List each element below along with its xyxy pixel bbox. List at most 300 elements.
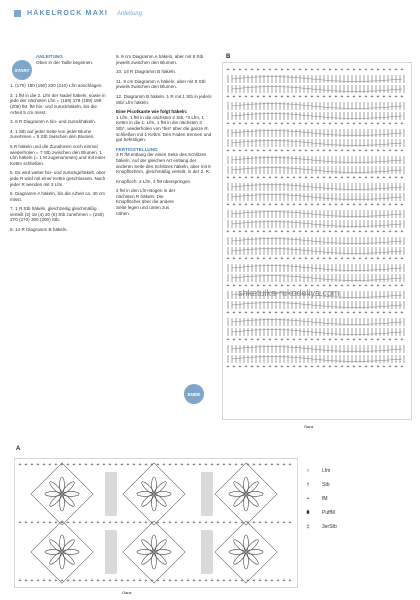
fm-mark: + <box>346 175 350 181</box>
fm-mark: + <box>388 310 392 316</box>
fm-mark: + <box>222 578 226 584</box>
fm-mark: + <box>286 202 290 208</box>
puff-stitch-mark <box>155 492 171 497</box>
fm-mark: + <box>316 310 320 316</box>
fm-mark: + <box>292 175 296 181</box>
fm-mark: + <box>244 202 248 208</box>
fm-mark: + <box>322 256 326 262</box>
fm-mark: + <box>382 310 386 316</box>
fm-mark: + <box>382 337 386 343</box>
fm-mark: + <box>286 229 290 235</box>
fm-mark: + <box>252 578 256 584</box>
fm-mark: + <box>382 148 386 154</box>
fm-mark: + <box>334 256 338 262</box>
chain-arc <box>232 195 402 200</box>
step-8: 8. 14 R Diagramm B häkeln. <box>10 227 68 233</box>
step-4: 4. 1 Stb auf jeder Seite von jeder Blume zunehmen = 5 Stb zwischen den Blumen. <box>10 128 95 140</box>
chain-arc <box>232 320 402 325</box>
chain-arc <box>232 276 402 281</box>
step-2: 2. 1 fM in die 2. Lfm der Nadel häkeln, sowie in jede der nächsten Lfm = (169) 179 (189) 199 (209) fM. fM hin- und zurückhäkeln, bis die Arbeit 5 cm misst. <box>10 92 106 115</box>
fm-mark: + <box>180 578 184 584</box>
fm-mark: + <box>252 520 256 526</box>
fm-mark: + <box>238 310 242 316</box>
fm-mark: + <box>400 94 404 100</box>
fm-mark: + <box>232 364 236 370</box>
puff-stitch-mark <box>61 551 76 566</box>
puff-stitch-mark <box>140 551 155 566</box>
fm-mark: + <box>226 310 230 316</box>
fm-mark: + <box>286 94 290 100</box>
fm-mark: + <box>226 283 230 289</box>
puff-stitch-mark <box>232 493 247 508</box>
fm-mark: + <box>358 310 362 316</box>
fm-mark: + <box>328 121 332 127</box>
fm-mark: + <box>270 578 274 584</box>
fm-mark: + <box>30 462 34 468</box>
fm-mark: + <box>382 229 386 235</box>
fm-mark: + <box>304 337 308 343</box>
fm-mark: + <box>334 364 338 370</box>
fm-mark: + <box>274 67 278 73</box>
fm-mark: + <box>262 121 266 127</box>
puff-stitch-mark <box>155 550 171 555</box>
fm-mark: + <box>276 578 280 584</box>
fm-mark: + <box>328 202 332 208</box>
fm-mark: + <box>232 310 236 316</box>
fm-mark: + <box>388 148 392 154</box>
fm-mark: + <box>60 578 64 584</box>
fm-mark: + <box>370 148 374 154</box>
puff-stitch-mark <box>153 480 168 495</box>
fm-mark: + <box>198 520 202 526</box>
fm-mark: + <box>304 148 308 154</box>
puff-stitch-mark <box>153 551 168 566</box>
fm-mark: + <box>352 94 356 100</box>
fm-mark: + <box>226 229 230 235</box>
legend-label: Stb <box>322 482 330 488</box>
fm-mark: + <box>340 202 344 208</box>
fm-mark: + <box>310 121 314 127</box>
fm-mark: + <box>298 175 302 181</box>
fm-mark: + <box>328 256 332 262</box>
fm-mark: + <box>268 67 272 73</box>
fm-mark: + <box>162 462 166 468</box>
fm-mark: + <box>228 462 232 468</box>
fm-mark: + <box>298 337 302 343</box>
fm-mark: + <box>400 229 404 235</box>
chain-arc <box>232 185 402 190</box>
fm-mark: + <box>316 148 320 154</box>
fm-mark: + <box>262 310 266 316</box>
fm-mark: + <box>340 148 344 154</box>
section-title: ANLEITUNG <box>36 54 63 59</box>
fm-mark: + <box>256 364 260 370</box>
fm-mark: + <box>66 578 70 584</box>
fm-mark: + <box>388 67 392 73</box>
fm-mark: + <box>316 121 320 127</box>
fm-mark: + <box>244 148 248 154</box>
motif-frame <box>31 463 93 525</box>
fm-mark: + <box>198 462 202 468</box>
fm-mark: + <box>24 520 28 526</box>
fm-mark: + <box>382 175 386 181</box>
puff-stitch-mark <box>232 538 247 553</box>
puff-stitch-mark <box>48 551 63 566</box>
puff-stitch-mark <box>140 538 155 553</box>
puff-stitch-mark <box>247 492 263 497</box>
fm-mark: + <box>18 578 22 584</box>
chain-arc <box>232 347 402 352</box>
puff-stitch-mark <box>229 550 245 555</box>
puff-stitch-mark <box>152 553 157 569</box>
fm-mark: + <box>304 67 308 73</box>
fm-mark: + <box>274 337 278 343</box>
fm-mark: + <box>304 283 308 289</box>
fm-mark: + <box>258 462 262 468</box>
fm-mark: + <box>268 337 272 343</box>
fm-mark: + <box>252 462 256 468</box>
fm-mark: + <box>388 175 392 181</box>
fm-mark: + <box>96 520 100 526</box>
fm-mark: + <box>346 310 350 316</box>
fm-mark: + <box>310 283 314 289</box>
fm-mark: + <box>328 67 332 73</box>
fm-mark: + <box>168 578 172 584</box>
fm-mark: + <box>280 67 284 73</box>
fm-mark: + <box>376 148 380 154</box>
fm-mark: + <box>54 462 58 468</box>
fm-mark: + <box>394 337 398 343</box>
fm-mark: + <box>322 337 326 343</box>
fm-mark: + <box>400 148 404 154</box>
fm-mark: + <box>84 520 88 526</box>
fm-mark: + <box>42 578 46 584</box>
fm-mark: + <box>150 462 154 468</box>
legend-label: 3erStb <box>322 524 337 530</box>
fm-mark: + <box>250 283 254 289</box>
fm-mark: + <box>286 121 290 127</box>
fm-mark: + <box>346 148 350 154</box>
fm-mark: + <box>334 229 338 235</box>
legend-row <box>300 482 410 488</box>
fm-mark: + <box>370 283 374 289</box>
fm-mark: + <box>364 229 368 235</box>
fm-mark: + <box>282 462 286 468</box>
fm-mark: + <box>244 229 248 235</box>
fm-mark: + <box>340 256 344 262</box>
fm-mark: + <box>216 462 220 468</box>
puff-stitch-mark <box>152 495 157 511</box>
fm-mark: + <box>376 175 380 181</box>
fm-mark: + <box>286 148 290 154</box>
fm-mark: + <box>168 462 172 468</box>
fm-mark: + <box>370 256 374 262</box>
puff-stitch-mark <box>232 480 247 495</box>
fm-mark: + <box>388 121 392 127</box>
fm-mark: + <box>192 578 196 584</box>
fm-mark: + <box>364 202 368 208</box>
fm-mark: + <box>216 578 220 584</box>
step-11: 11. 9 cm Diagramm A häkeln, aber mit 8 Stb jeweils zwischen den Blumen. <box>116 78 206 90</box>
fm-mark: + <box>222 462 226 468</box>
legend-label: Lfm <box>322 468 331 474</box>
motif-frame <box>215 463 277 525</box>
instructions-column-2 <box>116 54 212 220</box>
fm-mark: + <box>364 337 368 343</box>
fm-mark: + <box>364 175 368 181</box>
fm-mark: + <box>226 337 230 343</box>
fm-mark: + <box>114 520 118 526</box>
fm-mark: + <box>340 94 344 100</box>
fm-mark: + <box>370 310 374 316</box>
symbol-legend <box>300 468 410 538</box>
chain-arc <box>232 330 402 335</box>
fm-mark: + <box>232 67 236 73</box>
puff-stitch-mark <box>63 492 79 497</box>
chain-arc <box>232 249 402 254</box>
fm-mark: + <box>364 310 368 316</box>
fm-mark: + <box>346 121 350 127</box>
fm-mark: + <box>268 256 272 262</box>
fm-mark: + <box>238 229 242 235</box>
fm-mark: + <box>364 283 368 289</box>
fm-mark: + <box>246 462 250 468</box>
puff-stitch-mark <box>60 495 65 511</box>
fm-mark: + <box>340 121 344 127</box>
fm-mark: + <box>304 202 308 208</box>
fm-mark: + <box>238 148 242 154</box>
fm-mark: + <box>340 229 344 235</box>
fm-mark: + <box>328 283 332 289</box>
fm-mark: + <box>304 94 308 100</box>
fm-mark: + <box>282 520 286 526</box>
fm-mark: + <box>232 283 236 289</box>
fm-mark: + <box>310 175 314 181</box>
fm-mark: + <box>250 202 254 208</box>
fm-mark: + <box>228 520 232 526</box>
fm-mark: + <box>244 256 248 262</box>
fm-mark: + <box>358 121 362 127</box>
fm-mark: + <box>226 202 230 208</box>
fm-mark: + <box>268 283 272 289</box>
fm-mark: + <box>216 520 220 526</box>
puff-stitch-mark <box>153 493 168 508</box>
fm-mark: + <box>280 364 284 370</box>
fm-mark: + <box>280 175 284 181</box>
fm-mark: + <box>304 310 308 316</box>
fm-mark: + <box>388 256 392 262</box>
fm-mark: + <box>280 148 284 154</box>
fm-mark: + <box>382 121 386 127</box>
fm-mark: + <box>334 283 338 289</box>
puff-stitch-mark <box>61 480 76 495</box>
fm-mark: + <box>192 462 196 468</box>
fm-mark: + <box>108 520 112 526</box>
fm-mark: + <box>286 337 290 343</box>
fm-mark: + <box>382 283 386 289</box>
fm-mark: + <box>268 175 272 181</box>
fm-mark: + <box>298 148 302 154</box>
fm-mark: + <box>370 175 374 181</box>
fm-mark: + <box>244 283 248 289</box>
end-badge: ENDE <box>184 384 204 404</box>
motif-frame <box>31 521 93 583</box>
fm-mark: + <box>352 310 356 316</box>
fm-mark: + <box>280 256 284 262</box>
fm-mark: + <box>292 67 296 73</box>
fm-mark: + <box>370 364 374 370</box>
puff-stitch-mark <box>45 550 61 555</box>
fm-mark: + <box>72 520 76 526</box>
fm-mark: + <box>250 175 254 181</box>
chain-arc <box>232 239 402 244</box>
fm-mark: + <box>400 283 404 289</box>
fm-mark: + <box>334 94 338 100</box>
fm-mark: + <box>388 337 392 343</box>
fm-mark: + <box>364 364 368 370</box>
fm-mark: + <box>298 67 302 73</box>
fm-mark: + <box>340 175 344 181</box>
fm-mark: + <box>304 364 308 370</box>
fm-mark: + <box>352 364 356 370</box>
fm-mark: + <box>270 462 274 468</box>
fm-mark: + <box>78 462 82 468</box>
fm-mark: + <box>310 67 314 73</box>
fm-mark: + <box>268 148 272 154</box>
fm-mark: + <box>370 337 374 343</box>
fm-mark: + <box>340 67 344 73</box>
fm-mark: + <box>352 229 356 235</box>
fm-mark: + <box>138 520 142 526</box>
fm-mark: + <box>186 520 190 526</box>
fm-mark: + <box>400 202 404 208</box>
fm-mark: + <box>102 520 106 526</box>
chain-arc <box>232 104 402 109</box>
puff-stitch-mark <box>137 492 153 497</box>
fm-mark: + <box>132 520 136 526</box>
fm-mark: + <box>274 364 278 370</box>
fm-mark: + <box>310 229 314 235</box>
fm-mark: + <box>264 578 268 584</box>
fm-mark: + <box>328 175 332 181</box>
fm-mark: + <box>334 175 338 181</box>
fm-mark: + <box>376 94 380 100</box>
fm-mark: + <box>328 94 332 100</box>
fm-mark: + <box>334 67 338 73</box>
fm-mark: + <box>262 94 266 100</box>
fm-mark: + <box>186 462 190 468</box>
fm-mark: + <box>240 578 244 584</box>
chain-arc <box>232 266 402 271</box>
fm-mark: + <box>382 67 386 73</box>
fm-mark: + <box>238 364 242 370</box>
fm-mark: + <box>274 175 278 181</box>
header-square-icon <box>14 10 21 17</box>
fm-mark: + <box>346 364 350 370</box>
fm-mark: + <box>48 462 52 468</box>
fm-mark: + <box>322 310 326 316</box>
fm-mark: + <box>244 67 248 73</box>
puff-stitch-mark <box>245 493 260 508</box>
fm-mark: + <box>268 202 272 208</box>
fm-mark: + <box>310 202 314 208</box>
fm-mark: + <box>400 121 404 127</box>
fm-mark: + <box>132 462 136 468</box>
fm-mark: + <box>292 94 296 100</box>
fm-mark: + <box>90 578 94 584</box>
fm-mark: + <box>376 229 380 235</box>
triple-treble-icon: ‡ <box>306 524 310 530</box>
fm-mark: + <box>262 256 266 262</box>
fm-mark: + <box>274 256 278 262</box>
fm-mark: + <box>346 67 350 73</box>
fm-mark: + <box>156 578 160 584</box>
step-4b: 5 R häkeln und die Zunahmen noch einmal wiederholen = 7 Stb zwischen den Blumen. 1 Lfm häkeln (= 1 M zugenommen) und mit einer Kettm schließen. <box>10 143 106 166</box>
fm-mark: + <box>246 578 250 584</box>
watermark: shkatulka-rukodeliya.com <box>238 288 340 298</box>
fm-mark: + <box>232 148 236 154</box>
fm-mark: + <box>322 283 326 289</box>
fm-mark: + <box>144 578 148 584</box>
fm-mark: + <box>400 337 404 343</box>
chain-arc <box>232 303 402 308</box>
fm-mark: + <box>328 310 332 316</box>
fm-mark: + <box>204 520 208 526</box>
fm-mark: + <box>264 520 268 526</box>
fm-mark: + <box>328 364 332 370</box>
fm-mark: + <box>394 175 398 181</box>
fm-mark: + <box>238 175 242 181</box>
fm-mark: + <box>316 67 320 73</box>
fm-mark: + <box>256 94 260 100</box>
fm-mark: + <box>292 121 296 127</box>
fm-mark: + <box>274 148 278 154</box>
fm-mark: + <box>244 337 248 343</box>
step-3: 3. 6 R Diagramm A hin- und zurückhäkeln. <box>10 119 97 125</box>
fm-mark: + <box>358 337 362 343</box>
step-12: 12. Diagramm B häkeln. 1 R mit 1 Stb in jede/s Stb/ Lfm häkeln. <box>116 93 212 105</box>
fm-mark: + <box>54 520 58 526</box>
fm-mark: + <box>322 175 326 181</box>
page-title: HÄKELROCK MAXI <box>27 10 108 17</box>
fm-mark: + <box>274 229 278 235</box>
fm-mark: + <box>78 578 82 584</box>
fm-mark: + <box>346 256 350 262</box>
chain-arc <box>232 87 402 92</box>
fm-mark: + <box>256 67 260 73</box>
fm-mark: + <box>394 310 398 316</box>
fm-mark: + <box>204 578 208 584</box>
fm-mark: + <box>382 94 386 100</box>
fm-mark: + <box>102 578 106 584</box>
step-6: 6. Diagramm A häkeln, bis die Arbeit ca. 40 cm misst. <box>10 191 105 202</box>
fm-mark: + <box>270 520 274 526</box>
puff-stitch-icon: ⬮ <box>306 510 310 516</box>
legend-row <box>300 510 410 516</box>
fm-mark: + <box>268 94 272 100</box>
fm-mark: + <box>358 283 362 289</box>
fm-mark: + <box>286 256 290 262</box>
puff-stitch-mark <box>232 551 247 566</box>
fm-mark: + <box>274 310 278 316</box>
puff-stitch-mark <box>60 553 65 569</box>
fm-mark: + <box>376 256 380 262</box>
fm-mark: + <box>144 520 148 526</box>
fm-mark: + <box>262 229 266 235</box>
fm-mark: + <box>292 283 296 289</box>
puff-stitch-mark <box>152 477 157 493</box>
fm-mark: + <box>138 578 142 584</box>
